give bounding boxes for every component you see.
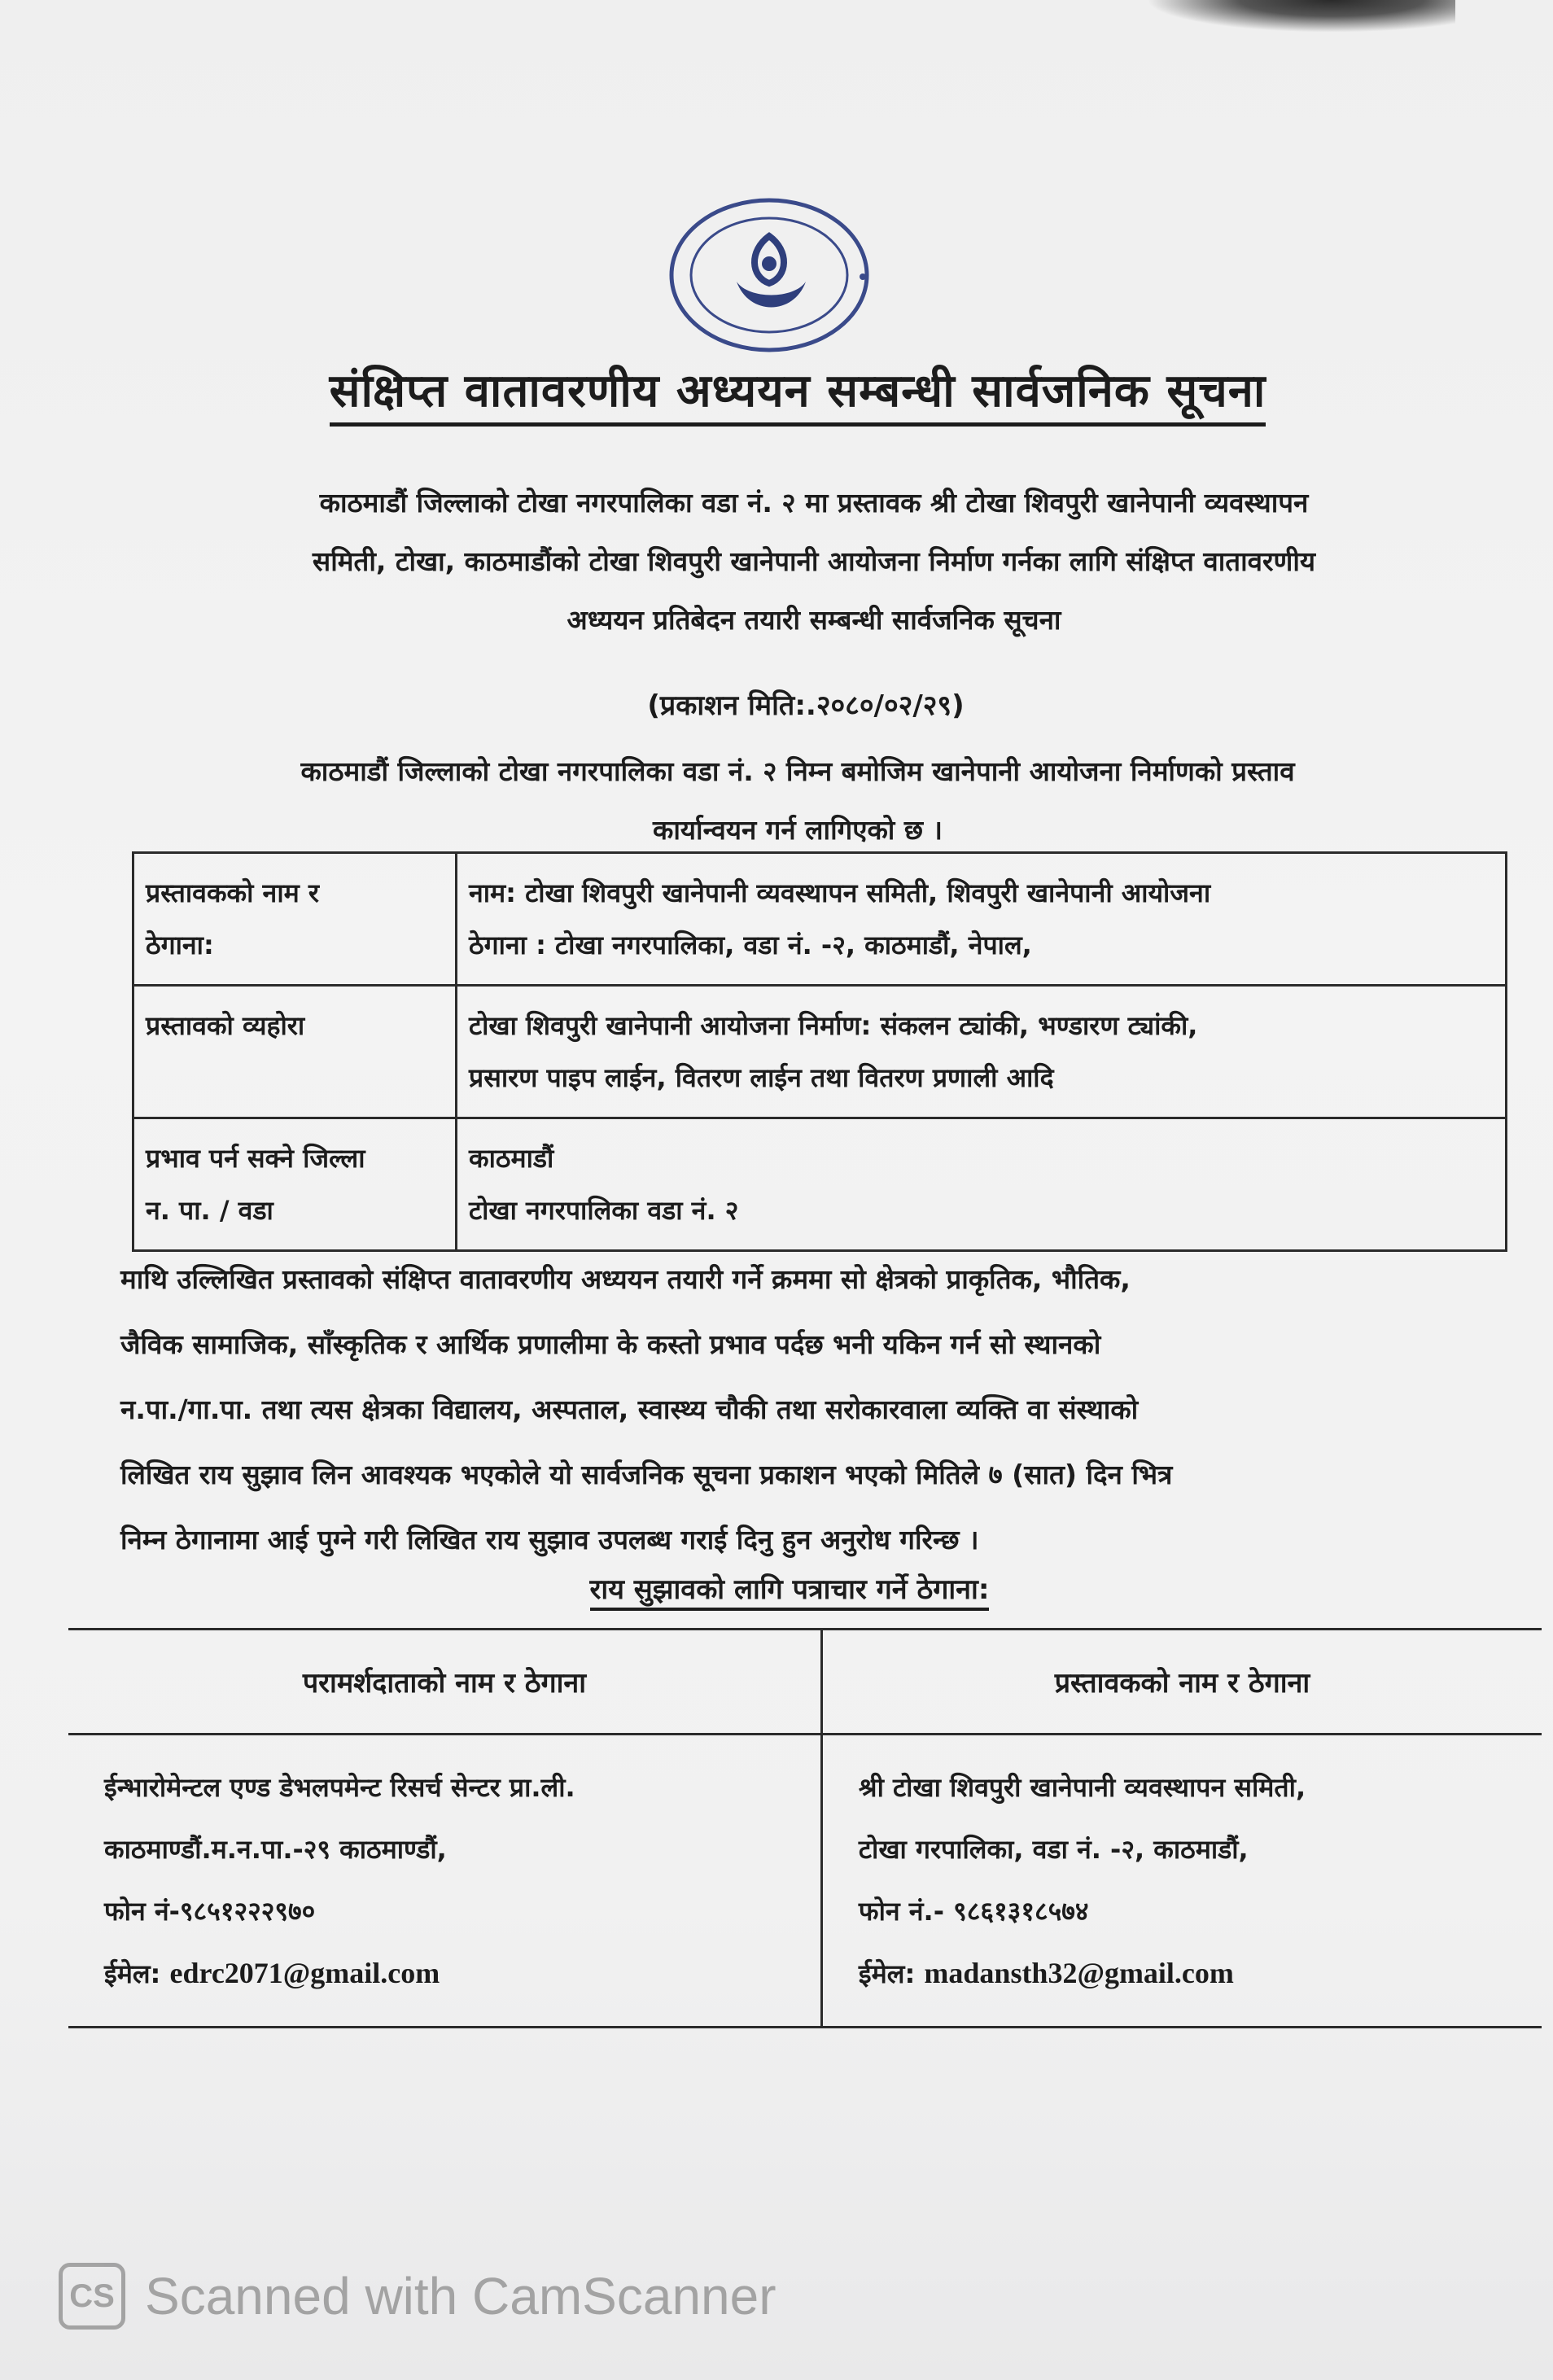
contact-heading: राय सुझावको लागि पत्राचार गर्ने ठेगाना: [203, 1569, 1376, 1607]
publication-date: (प्रकाशन मिति:.२०८०/०२/२९) [647, 689, 965, 722]
proposer-label [133, 853, 457, 986]
organization-seal-icon [659, 186, 879, 357]
email-label: ईमेल: [858, 1958, 916, 1989]
proposer-value [457, 853, 1507, 986]
cell-line: ठेगाना : टोखा नगरपालिका, वडा नं. -२, काठमाडौं, नेपाल, [469, 930, 1032, 960]
cell-line: प्रसारण पाइप लाईन, वितरण लाईन तथा वितरण प्रणाली आदि [469, 1062, 1054, 1093]
paragraph-line: लिखित राय सुझाव लिन आवश्यक भएकोले यो सार्वजनिक सूचना प्रकाशन भएको मितिले ७ (सात) दिन भित्र [120, 1459, 1173, 1490]
subject-line: अध्ययन प्रतिबेदन तयारी सम्बन्धी सार्वजनिक सूचना [567, 604, 1061, 636]
cell-line: नाम: टोखा शिवपुरी खानेपानी व्यवस्थापन समिती, शिवपुरी खानेपानी आयोजना [469, 877, 1211, 908]
intro-line: कार्यान्वयन गर्न लागिएको छ । [653, 814, 943, 846]
cell-line: काठमाडौं [469, 1143, 554, 1174]
page-edge-shadow [1146, 0, 1455, 33]
paragraph-line: निम्न ठेगानामा आई पुग्ने गरी लिखित राय सुझाव उपलब्ध गराई दिनु हुन अनुरोध गरिन्छ । [120, 1524, 979, 1555]
proponent-email: madansth32@gmail.com [924, 1957, 1234, 1989]
subject-line: समिती, टोखा, काठमाडौंको टोखा शिवपुरी खानेपानी आयोजना निर्माण गर्नका लागि संक्षिप्त वातावरणीय [312, 545, 1316, 577]
paragraph-line: माथि उल्लिखित प्रस्तावको संक्षिप्त वातावरणीय अध्ययन तयारी गर्ने क्रममा सो क्षेत्रको प्राकृतिक, भौतिक, [120, 1263, 1131, 1295]
intro-line: काठमाडौं जिल्लाको टोखा नगरपालिका वडा नं. २ निम्न बमोजिम खानेपानी आयोजना निर्माणको प्रस्ताव [300, 755, 1295, 787]
paragraph-line: न.पा./गा.पा. तथा त्यस क्षेत्रका विद्यालय, अस्पताल, स्वास्थ्य चौकी तथा सरोकारवाला व्यक्ति वा संस्थाको [120, 1393, 1139, 1425]
consultant-phone: फोन नं-९८५१२२२९७० [104, 1896, 316, 1927]
email-label: ईमेल: [104, 1958, 161, 1989]
contacts-table [68, 1628, 1542, 2028]
proposal-description-label [133, 986, 457, 1118]
cell-line: प्रभाव पर्न सक्ने जिल्ला [146, 1143, 365, 1174]
request-paragraph [120, 1247, 1504, 1573]
table-row [133, 1118, 1507, 1251]
cell-line: प्रस्तावकको नाम र [146, 877, 319, 908]
table-row [133, 986, 1507, 1118]
table-header-row [68, 1630, 1542, 1735]
proposal-description-value [457, 986, 1507, 1118]
affected-area-label [133, 1118, 457, 1251]
consultant-contact [68, 1735, 821, 2028]
proposal-table [132, 851, 1507, 1252]
consultant-header: परामर्शदाताको नाम र ठेगाना [68, 1630, 821, 1735]
consultant-name: ईन्भारोमेन्टल एण्ड डेभलपमेन्ट रिसर्च सेन्टर प्रा.ली. [104, 1772, 575, 1803]
consultant-email-row [104, 1942, 785, 2005]
proponent-phone: फोन नं.- ९८६१३१८५७४ [858, 1896, 1089, 1927]
intro-paragraph [147, 742, 1449, 860]
camscanner-watermark [59, 2260, 776, 2333]
paragraph-line: जैविक सामाजिक, साँस्कृतिक र आर्थिक प्रणालीमा के कस्तो प्रभाव पर्दछ भनी यकिन गर्न सो स्थानको [120, 1328, 1101, 1360]
consultant-address: काठमाण्डौं.म.न.पा.-२९ काठमाण्डौं, [104, 1834, 447, 1865]
cell-line: प्रस्तावको व्यहोरा [146, 1010, 305, 1041]
consultant-email: edrc2071@gmail.com [169, 1957, 440, 1989]
table-row [133, 853, 1507, 986]
notice-subject [163, 474, 1465, 650]
proponent-address: टोखा गरपालिका, वडा नं. -२, काठमाडौं, [858, 1834, 1249, 1865]
watermark-text: Scanned with CamScanner [145, 2267, 776, 2325]
proponent-header: प्रस्तावकको नाम र ठेगाना [821, 1630, 1542, 1735]
affected-area-value [457, 1118, 1507, 1251]
subject-line: काठमाडौं जिल्लाको टोखा नगरपालिका वडा नं. २ मा प्रस्तावक श्री टोखा शिवपुरी खानेपानी व्यवस्थापन [319, 487, 1309, 518]
proponent-contact [821, 1735, 1542, 2028]
proponent-email-row [859, 1942, 1506, 2005]
cell-line: टोखा शिवपुरी खानेपानी आयोजना निर्माण: संकलन ट्यांकी, भण्डारण ट्यांकी, [469, 1010, 1198, 1041]
notice-title: संक्षिप्त वातावरणीय अध्ययन सम्बन्धी सार्वजनिक सूचना [220, 358, 1376, 420]
table-row [68, 1735, 1542, 2028]
camscanner-logo-icon: CS [59, 2263, 125, 2330]
cell-line: टोखा नगरपालिका वडा नं. २ [469, 1195, 739, 1226]
cell-line: ठेगाना: [146, 930, 214, 960]
proponent-name: श्री टोखा शिवपुरी खानेपानी व्यवस्थापन समिती, [858, 1772, 1306, 1803]
cell-line: न. पा. / वडा [146, 1195, 273, 1226]
